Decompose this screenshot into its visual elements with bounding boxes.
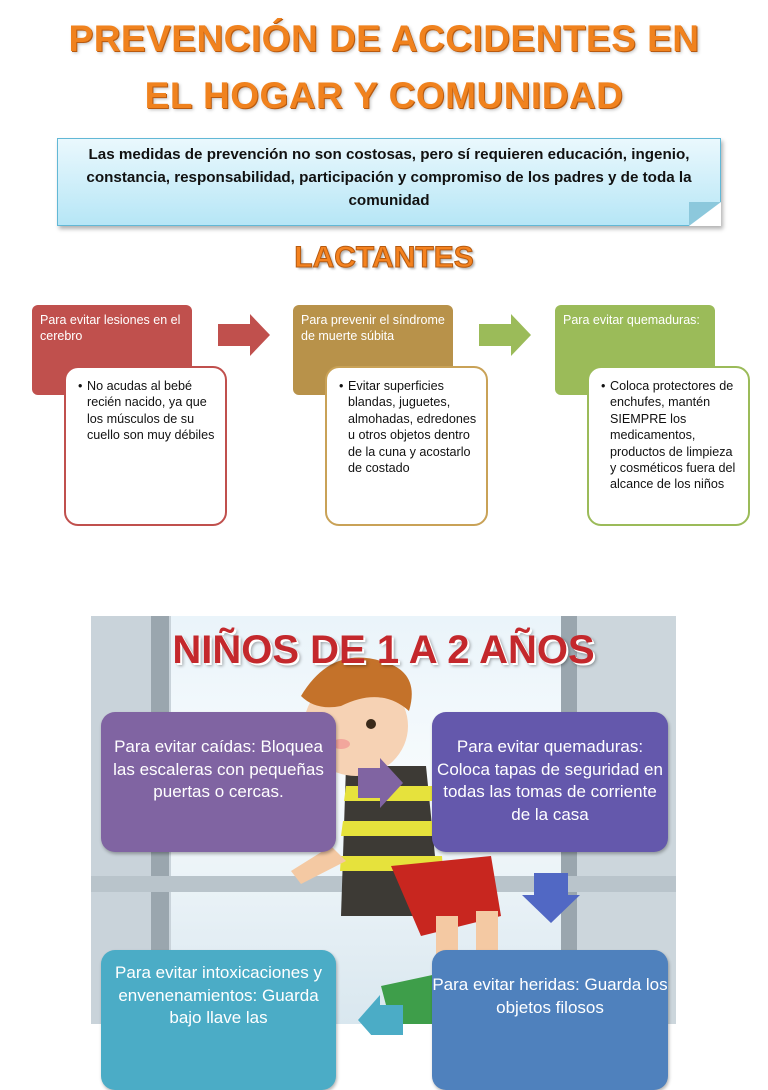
ninos-box-quemaduras <box>432 712 668 852</box>
arrow-right-icon <box>218 314 270 356</box>
arrow-left-icon <box>358 995 403 1035</box>
lactantes-card-1-body <box>64 366 227 526</box>
ninos-box-quemaduras-text: Para evitar quemaduras: Coloca tapas de seguridad en todas las tomas de corriente de la casa <box>437 737 663 824</box>
arrow-down-icon <box>522 873 580 923</box>
ninos-heading: NIÑOS DE 1 A 2 AÑOS <box>172 628 595 672</box>
bullet-icon: • <box>601 379 606 393</box>
ninos-box-intoxicaciones-text: Para evitar intoxicaciones y envenenamientos: Guarda bajo llave las <box>115 963 322 1027</box>
lactantes-card-2-header: Para prevenir el síndrome de muerte súbita <box>293 305 453 395</box>
ninos-box-caidas-text: Para evitar caídas: Bloquea las escaleras con pequeñas puertas o cercas. <box>113 737 324 801</box>
intro-text: Las medidas de prevención no son costosas, pero sí requieren educación, ingenio, constancia, responsabilidad, participación y compromiso de los padres y de toda la comunidad <box>86 146 692 209</box>
lactantes-card-3-text: Coloca protectores de enchufes, mantén SIEMPRE los medicamentos, productos de limpieza y cosméticos fuera del alcance de los niños <box>610 379 736 492</box>
lactantes-card-2-body <box>325 366 488 526</box>
lactantes-card-1-text: No acudas al bebé recién nacido, ya que los músculos de su cuello son muy débiles <box>87 379 215 443</box>
page-title-line-2: EL HOGAR Y COMUNIDAD <box>144 75 624 116</box>
lactantes-card-3-header: Para evitar quemaduras: <box>555 305 715 395</box>
banner-fold <box>689 202 721 226</box>
arrow-right-icon <box>479 314 531 356</box>
ninos-box-caidas <box>101 712 336 852</box>
lactantes-heading: LACTANTES <box>294 241 474 274</box>
page-title-line-1: PREVENCIÓN DE ACCIDENTES EN <box>68 18 700 59</box>
ninos-box-heridas <box>432 950 668 1090</box>
lactantes-card-1-header: Para evitar lesiones en el cerebro <box>32 305 192 395</box>
intro-banner <box>57 138 721 226</box>
arrow-right-icon <box>358 758 403 808</box>
ninos-box-heridas-text: Para evitar heridas: Guarda los objetos filosos <box>432 975 668 1017</box>
bullet-icon: • <box>78 379 83 393</box>
lactantes-card-2-text: Evitar superficies blandas, juguetes, almohadas, edredones u otros objetos dentro de la cuna y acostarlo de costado <box>348 379 477 476</box>
lactantes-card-3-body <box>587 366 750 526</box>
ninos-box-intoxicaciones <box>101 950 336 1090</box>
bullet-icon: • <box>339 379 344 393</box>
